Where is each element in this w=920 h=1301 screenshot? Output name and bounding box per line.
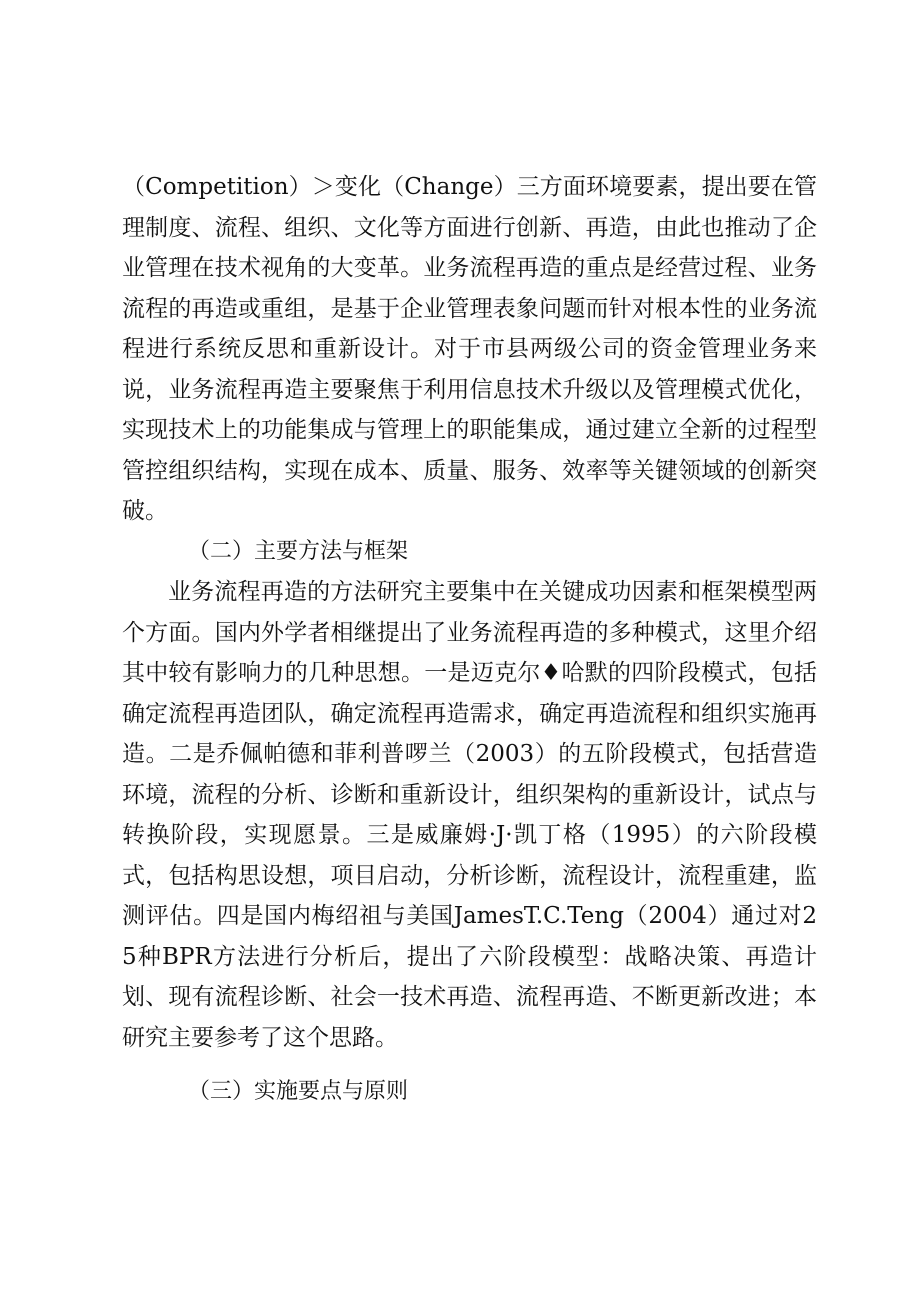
paragraph-bpr-methods: 业务流程再造的方法研究主要集中在关键成功因素和框架模型两个方面。国内外学者相继提出了业务流程再造的多种模式，这里介绍其中较有影响力的几种思想。一是迈克尔♦哈默的四阶段模式，包括确定流程再造团队，确定流程再造需求，确定再造流程和组织实施再造。二是乔佩帕德和菲利普啰兰（2003）的五阶段模式，包括营造环境，流程的分析、诊断和重新设计，组织架构的重新设计，试点与转换阶段，实现愿景。三是威廉姆·J·凯丁格（1995）的六阶段模式，包括构思设想，项目启动，分析诊断，流程设计，流程重建，监测评估。四是国内梅绍祖与美国JamesT.C.Teng（2004）通过对25种BPR方法进行分析后，提出了六阶段模型：战略决策、再造计划、现有流程诊断、社会一技术再造、流程再造、不断更新改进；本研究主要参考了这个思路。 [122, 579, 817, 1051]
paragraph-environment-factors: （Competition）＞变化（Change）三方面环境要素，提出要在管理制度、流程、组织、文化等方面进行创新、再造，由此也推动了企业管理在技术视角的大变革。业务流程再造的重点是经营过程、业务流程的再造或重组，是基于企业管理表象问题而针对根本性的业务流程进行系统反思和重新设计。对于市县两级公司的资金管理业务来说，业务流程再造主要聚焦于利用信息技术升级以及管理模式优化，实现技术上的功能集成与管理上的职能集成，通过建立全新的过程型管控组织结构，实现在成本、质量、服务、效率等关键领域的创新突破。 [122, 174, 817, 524]
section-heading-implementation-principles: （三）实施要点与原则 [188, 1079, 409, 1104]
document-body [122, 167, 817, 1113]
section-heading-methods-framework: （二）主要方法与框架 [188, 538, 409, 564]
